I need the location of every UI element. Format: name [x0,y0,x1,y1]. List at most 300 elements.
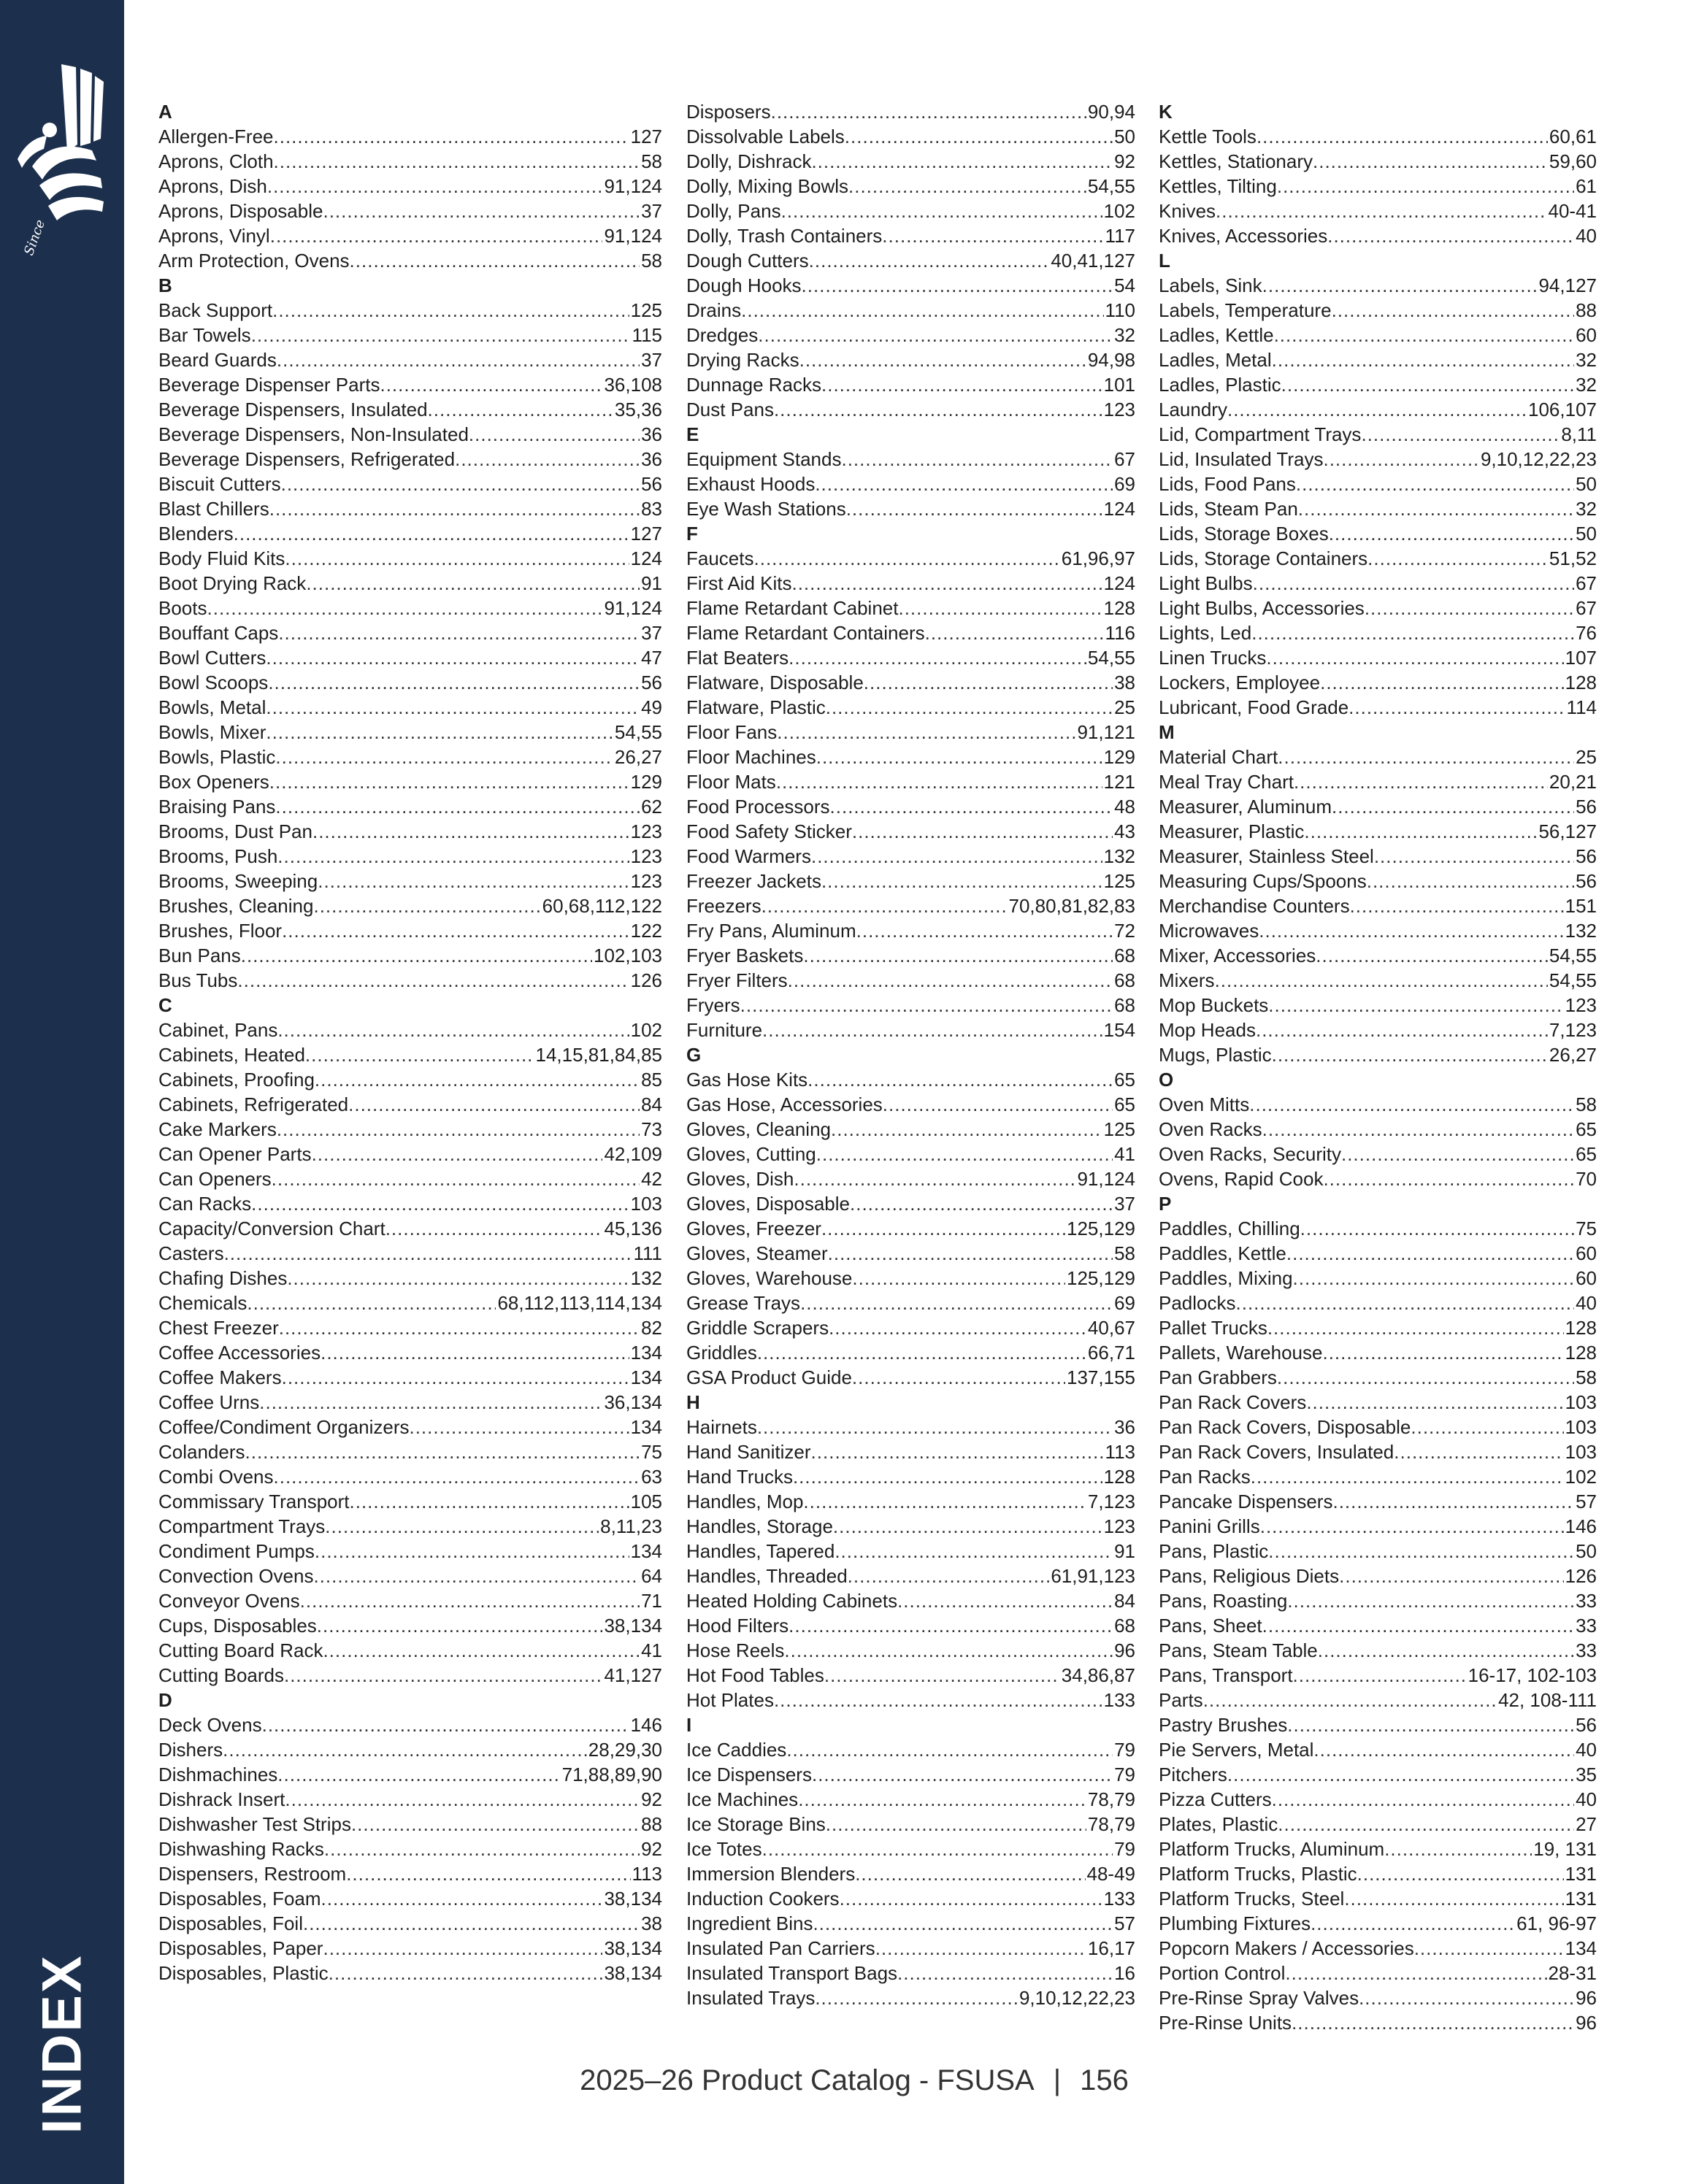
entry-pages: 16-17, 102-103 [1468,1664,1597,1686]
index-entry [686,670,1135,695]
index-entry [158,844,662,869]
dot-leader [850,1191,1113,1216]
entry-pages: 117 [1105,225,1135,247]
index-entry [1159,1365,1597,1390]
dot-leader [1306,1390,1563,1415]
dot-leader [274,124,629,149]
entry-term: Dunnage Racks [686,374,821,396]
entry-term: Platform Trucks, Plastic [1159,1863,1357,1885]
entry-term: Linen Trucks [1159,647,1267,669]
entry-term: Commissary Transport [158,1491,350,1512]
index-entry [1159,174,1597,199]
index-entry [158,1663,662,1688]
entry-pages: 78,79 [1087,1788,1135,1810]
entry-term: Ingredient Bins [686,1912,813,1934]
index-entry [158,1092,662,1117]
entry-pages: 61,91,123 [1051,1565,1135,1587]
dot-leader [1257,124,1548,149]
entry-pages: 129 [1103,746,1135,768]
dot-leader [758,323,1113,347]
entry-term: Measuring Cups/Spoons [1159,870,1367,892]
index-entry [686,769,1135,794]
dot-leader [1323,1166,1574,1191]
entry-pages: 94,127 [1538,274,1597,296]
entry-pages: 121 [1103,771,1135,793]
entry-pages: 54,55 [614,721,662,743]
entry-term: Insulated Transport Bags [686,1962,898,1984]
entry-pages: 60,68,112,122 [542,895,662,917]
index-column-2 [686,99,1135,2010]
entry-term: Dough Hooks [686,274,802,296]
entry-term: Fryer Filters [686,969,788,991]
entry-term: Kettle Tools [1159,126,1257,147]
dot-leader [833,1514,1102,1539]
index-entry [686,596,1135,620]
index-entry [1159,1961,1597,1985]
entry-pages: 54,55 [1549,945,1597,966]
dot-leader [1293,1266,1575,1291]
dot-leader [864,670,1113,695]
entry-term: Boots [158,597,207,619]
entry-pages: 37 [641,200,662,222]
index-entry [686,620,1135,645]
index-entry [158,1588,662,1613]
entry-term: Insulated Trays [686,1987,816,2009]
entry-term: Box Openers [158,771,269,793]
index-entry [158,347,662,372]
dot-leader [1272,1042,1548,1067]
dot-leader [1294,769,1548,794]
dot-leader [281,472,640,496]
dot-leader [777,720,1075,745]
entry-term: Colanders [158,1441,245,1463]
entry-term: Paddles, Chilling [1159,1218,1300,1239]
entry-term: Pizza Cutters [1159,1788,1272,1810]
entry-pages: 133 [1103,1689,1135,1711]
index-entry [158,1961,662,1985]
entry-pages: 102,103 [594,945,662,966]
dot-leader [1322,1340,1563,1365]
dot-leader [1374,844,1574,869]
entry-pages: 131 [1565,1888,1597,1910]
index-entry [158,298,662,323]
entry-pages: 67 [1576,572,1597,594]
dot-leader [241,943,592,968]
dot-leader [275,794,640,819]
index-entry [1159,223,1597,248]
dot-leader [816,745,1102,769]
entry-pages: 88 [641,1813,662,1835]
dot-leader [277,1762,560,1787]
index-entry [158,1390,662,1415]
dot-leader [840,1886,1102,1911]
entry-term: Ice Machines [686,1788,799,1810]
dot-leader [757,1340,1086,1365]
dot-leader [317,1613,603,1638]
entry-term: Pallet Trucks [1159,1317,1267,1339]
entry-pages: 37 [1114,1193,1135,1215]
entry-pages: 79 [1114,1764,1135,1785]
entry-pages: 33 [1576,1590,1597,1612]
index-entry [686,1018,1135,1042]
index-entry [158,1787,662,1812]
entry-pages: 122 [630,920,662,942]
dot-leader [247,1291,496,1315]
section-letter: F [686,523,698,545]
entry-term: Lids, Storage Containers [1159,547,1368,569]
entry-pages: 71 [641,1590,662,1612]
entry-pages: 134 [630,1540,662,1562]
entry-term: Gloves, Cleaning [686,1118,831,1140]
index-entry [686,447,1135,472]
entry-pages: 115 [632,324,662,346]
index-entry [158,1737,662,1762]
entry-pages: 41 [1114,1143,1135,1165]
entry-pages: 35,36 [614,399,662,420]
entry-pages: 28-31 [1548,1962,1597,1984]
entry-pages: 96 [1576,1987,1597,2009]
entry-pages: 48 [1114,796,1135,818]
entry-term: Griddle Scrapers [686,1317,829,1339]
entry-pages: 132 [630,1267,662,1289]
entry-term: Beverage Dispensers, Non-Insulated [158,423,469,445]
entry-pages: 56 [1576,845,1597,867]
dot-leader [1332,298,1575,323]
dot-leader [1262,273,1538,298]
index-entry [686,645,1135,670]
dot-leader [1281,372,1574,397]
entry-pages: 79 [1114,1838,1135,1860]
entry-pages: 35 [1576,1764,1597,1785]
dot-leader [855,1861,1085,1886]
dot-leader [1367,546,1548,571]
dot-leader [269,769,629,794]
entry-term: Dolly, Dishrack [686,150,812,172]
entry-term: Merchandise Counters [1159,895,1350,917]
dot-leader [313,893,540,918]
dot-leader [875,1936,1086,1961]
entry-term: Convection Ovens [158,1565,314,1587]
entry-pages: 45,136 [604,1218,662,1239]
entry-pages: 56 [641,672,662,693]
entry-pages: 70 [1576,1168,1597,1190]
index-entry [686,918,1135,943]
entry-pages: 125,129 [1067,1267,1135,1289]
index-entry [1159,844,1597,869]
entry-pages: 91 [1114,1540,1135,1562]
dot-leader [803,1489,1086,1514]
entry-pages: 36,108 [604,374,662,396]
dot-leader [897,1961,1113,1985]
entry-pages: 105 [630,1491,662,1512]
entry-term: Mop Heads [1159,1019,1256,1041]
entry-pages: 131 [1565,1863,1597,1885]
index-entry [158,794,662,819]
index-entry [1159,869,1597,893]
entry-term: Bar Towels [158,324,251,346]
entry-term: Coffee Makers [158,1366,282,1388]
entry-pages: 50 [1576,473,1597,495]
entry-pages: 9,10,12,22,23 [1480,448,1597,470]
entry-term: Paddles, Kettle [1159,1242,1286,1264]
entry-pages: 67 [1576,597,1597,619]
dot-leader [793,1464,1102,1489]
dot-leader [277,1117,640,1142]
entry-pages: 42 [641,1168,662,1190]
entry-term: Chafing Dishes [158,1267,288,1289]
dot-leader [282,1365,629,1390]
dot-leader [1268,1539,1574,1564]
dot-leader [1256,1018,1548,1042]
entry-term: Beverage Dispensers, Refrigerated [158,448,456,470]
entry-term: Heated Holding Cabinets [686,1590,898,1612]
entry-pages: 123 [630,870,662,892]
entry-pages: 68,112,113,114,134 [497,1292,662,1314]
entry-term: Beard Guards [158,349,277,371]
entry-term: Arm Protection, Ovens [158,250,350,272]
entry-term: Gloves, Freezer [686,1218,821,1239]
entry-pages: 61 [1576,175,1597,197]
entry-pages: 38,134 [604,1888,662,1910]
entry-pages: 83 [641,498,662,520]
dot-leader [813,1911,1113,1936]
index-entry [686,223,1135,248]
index-entry [686,323,1135,347]
index-column-1 [158,99,662,1985]
dot-leader [762,1837,1113,1861]
dot-leader [1318,1638,1574,1663]
entry-term: Bun Pans [158,945,241,966]
index-entry [1159,372,1597,397]
dot-leader [1274,323,1575,347]
entry-term: Disposables, Paper [158,1937,323,1959]
index-entry [1159,943,1597,968]
entry-pages: 40 [1576,1292,1597,1314]
entry-term: Flame Retardant Containers [686,622,925,644]
entry-term: Cabinets, Refrigerated [158,1093,349,1115]
entry-term: Gloves, Warehouse [686,1267,853,1289]
entry-term: Gloves, Dish [686,1168,794,1190]
index-entry [686,893,1135,918]
dot-leader [1311,1911,1515,1936]
index-entry [1159,1018,1597,1042]
entry-term: First Aid Kits [686,572,792,594]
entry-term: Dissolvable Labels [686,126,845,147]
entry-term: Condiment Pumps [158,1540,315,1562]
section-letter: B [158,274,172,296]
entry-pages: 60 [1576,1242,1597,1264]
sidebar [0,0,124,2184]
entry-term: Deck Ovens [158,1714,262,1736]
index-entry [1159,620,1597,645]
entry-pages: 76 [1576,622,1597,644]
entry-term: Gloves, Cutting [686,1143,816,1165]
entry-term: Floor Machines [686,746,816,768]
dot-leader [1272,347,1574,372]
dot-leader [315,1539,629,1564]
entry-pages: 9,10,12,22,23 [1018,1987,1135,2009]
entry-pages: 38,134 [604,1937,662,1959]
entry-term: Pastry Brushes [1159,1714,1288,1736]
dot-leader [348,1092,640,1117]
dot-leader [757,1415,1113,1439]
index-entry [158,571,662,596]
index-entry [158,869,662,893]
dot-leader [1285,1961,1546,1985]
entry-term: Lids, Steam Pan [1159,498,1298,520]
entry-term: Chemicals [158,1292,248,1314]
dot-leader [774,397,1102,422]
dot-leader [821,1216,1065,1241]
entry-pages: 126 [630,969,662,991]
index-entry [158,893,662,918]
entry-pages: 65 [1576,1118,1597,1140]
entry-pages: 20,21 [1549,771,1597,793]
entry-pages: 34,86,87 [1061,1664,1135,1686]
entry-pages: 84 [1114,1590,1135,1612]
entry-term: Fry Pans, Aluminum [686,920,856,942]
entry-pages: 57 [1114,1912,1135,1934]
dot-leader [321,1340,629,1365]
index-entry [158,1812,662,1837]
entry-pages: 134 [630,1416,662,1438]
entry-term: Flat Beaters [686,647,789,669]
entry-term: Hose Reels [686,1639,785,1661]
entry-pages: 88 [1576,299,1597,321]
index-entry [686,1613,1135,1638]
dot-leader [269,496,640,521]
index-entry [158,745,662,769]
entry-term: Oven Mitts [1159,1093,1250,1115]
entry-term: Blenders [158,523,234,545]
index-entry [686,1985,1135,2010]
dot-leader [848,174,1086,199]
entry-term: Mixer, Accessories [1159,945,1316,966]
dot-leader [351,1812,640,1837]
entry-term: Measurer, Plastic [1159,820,1305,842]
dot-leader [350,1489,629,1514]
entry-pages: 96 [1114,1639,1135,1661]
entry-term: Platform Trucks, Aluminum [1159,1838,1385,1860]
dot-leader [816,1142,1113,1166]
index-entry [158,1564,662,1588]
entry-term: Bowls, Plastic [158,746,276,768]
index-entry [686,273,1135,298]
section-letter: G [686,1044,702,1066]
entry-pages: 73 [641,1118,662,1140]
index-entry [158,1018,662,1042]
entry-pages: 60 [1576,1267,1597,1289]
index-entry [158,1539,662,1564]
entry-pages: 43 [1114,820,1135,842]
dot-leader [1215,968,1548,993]
dot-leader [1359,1985,1574,2010]
index-entry [158,1489,662,1514]
section-letter: D [158,1689,172,1711]
index-entry [686,248,1135,273]
section-letter: M [1159,721,1175,743]
entry-term: Coffee Urns [158,1391,260,1413]
section-letter: A [158,101,172,123]
dot-leader [794,1166,1075,1191]
index-entry [1159,447,1597,472]
entry-pages: 124 [1103,498,1135,520]
entry-pages: 40-41 [1548,200,1597,222]
entry-pages: 40,67 [1087,1317,1135,1339]
section-letter: I [686,1714,692,1736]
entry-term: Gas Hose, Accessories [686,1093,883,1115]
entry-term: Induction Cookers [686,1888,840,1910]
entry-term: Hairnets [686,1416,757,1438]
entry-pages: 61,96,97 [1061,547,1135,569]
entry-term: Bowls, Mixer [158,721,266,743]
entry-pages: 67 [1114,448,1135,470]
index-entry [158,372,662,397]
dot-leader [251,1191,629,1216]
dot-leader [740,993,1113,1018]
entry-term: Hot Food Tables [686,1664,824,1686]
index-entry [158,1365,662,1390]
dot-leader [800,1291,1113,1315]
dot-leader [277,844,629,869]
entry-term: Brooms, Push [158,845,278,867]
index-entry [686,819,1135,844]
entry-pages: 37 [641,622,662,644]
entry-pages: 33 [1576,1615,1597,1637]
index-entry [158,248,662,273]
dot-leader [774,1688,1102,1712]
dot-leader [277,347,640,372]
entry-pages: 49 [641,696,662,718]
index-entry [1159,1812,1597,1837]
dot-leader [856,918,1113,943]
index-entry [686,1291,1135,1315]
entry-term: Cabinets, Proofing [158,1069,315,1091]
index-entry [686,869,1135,893]
entry-term: Equipment Stands [686,448,842,470]
index-entry [1159,472,1597,496]
dot-leader [1292,2010,1574,2035]
index-entry [1159,968,1597,993]
dot-leader [1327,223,1574,248]
dot-leader [925,620,1104,645]
dot-leader [1304,819,1537,844]
index-entry [686,1638,1135,1663]
entry-term: Pans, Sheet [1159,1615,1262,1637]
index-entry [158,472,662,496]
dot-leader [1267,1315,1564,1340]
entry-term: Labels, Temperature [1159,299,1332,321]
entry-term: Flatware, Plastic [686,696,826,718]
dot-leader [1203,1688,1497,1712]
index-entry [1159,745,1597,769]
dot-leader [788,968,1113,993]
entry-term: Immersion Blenders [686,1863,856,1885]
dot-leader [1323,447,1478,472]
index-entry [686,993,1135,1018]
entry-pages: 75 [641,1441,662,1463]
entry-pages: 79 [1114,1739,1135,1761]
dot-leader [266,695,640,720]
entry-pages: 8,11,23 [600,1515,662,1537]
entry-term: Aprons, Cloth [158,150,274,172]
entry-term: Kettles, Tilting [1159,175,1277,197]
page-number: 156 [1080,2064,1129,2096]
dot-leader [1367,869,1574,893]
dot-leader [791,571,1102,596]
entry-term: Exhaust Hoods [686,473,816,495]
svg-text:Since: Since [21,218,49,258]
